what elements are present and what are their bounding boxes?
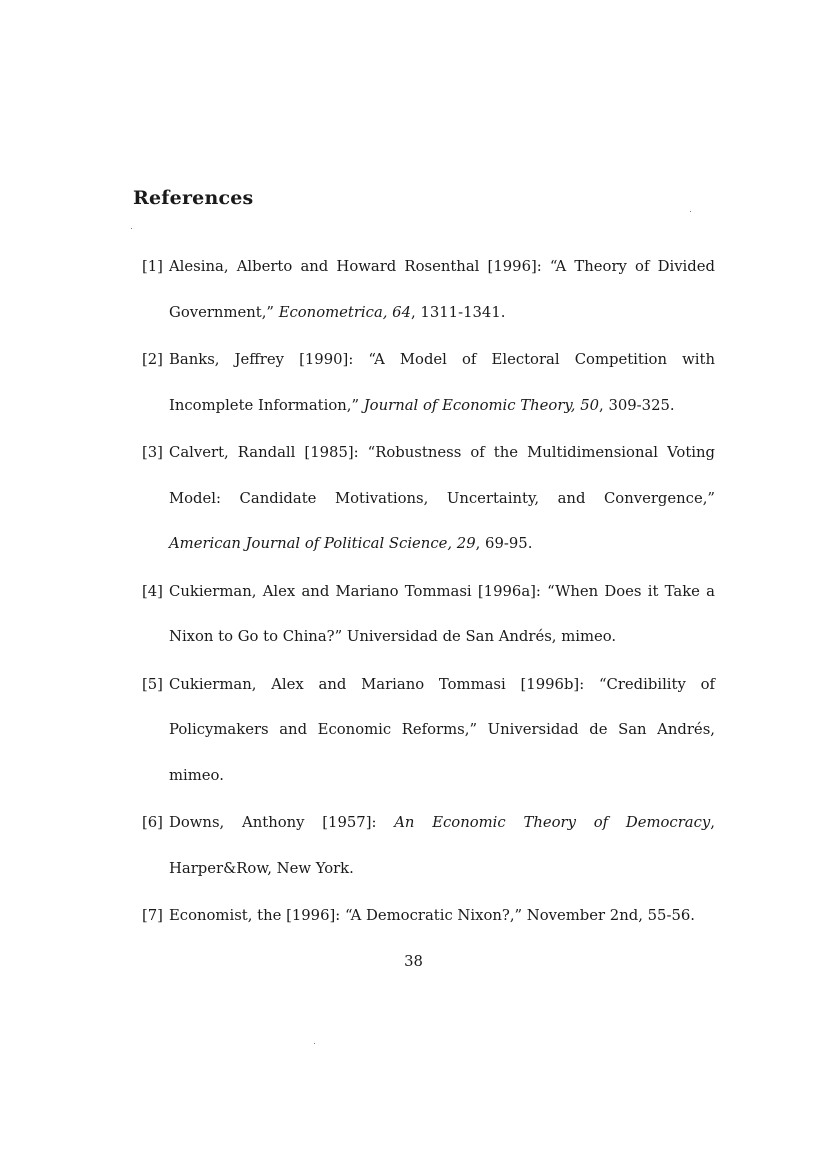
reference-text bbox=[169, 430, 715, 567]
reference-text bbox=[169, 337, 715, 428]
reference-text bbox=[169, 244, 715, 335]
reference-text bbox=[169, 800, 715, 891]
reference-text bbox=[169, 893, 715, 939]
scan-speck bbox=[314, 1043, 315, 1044]
reference-number: [2] bbox=[142, 351, 163, 368]
reference-journal: American Journal of Political Science, 29 bbox=[169, 535, 476, 552]
reference-item bbox=[143, 569, 715, 660]
reference-number: [1] bbox=[142, 258, 163, 275]
reference-text-main: Downs, Anthony [1957]: bbox=[169, 814, 395, 831]
reference-text-main: Cukierman, Alex and Mariano Tommasi [1996a]: “When Does it Take a Nixon to Go to China?” Universidad de San Andrés, mimeo. bbox=[169, 582, 715, 645]
reference-number: [3] bbox=[142, 444, 163, 461]
reference-text-tail: , 309-325. bbox=[599, 396, 675, 414]
reference-text-main: Banks, Jeffrey [1990]: “A Model of Electoral Competition with Incomplete Information,” bbox=[169, 351, 715, 414]
reference-number: [5] bbox=[142, 675, 163, 693]
scan-speck bbox=[690, 211, 691, 212]
reference-list bbox=[143, 244, 715, 939]
reference-text-main: Calvert, Randall [1985]: “Robustness of the Multidimensional Voting Model: Candidate Motivations, Uncertainty, and Convergence,” bbox=[169, 444, 715, 507]
references-heading: References bbox=[133, 187, 254, 209]
reference-item bbox=[143, 662, 715, 799]
reference-journal: Journal of Economic Theory, 50 bbox=[363, 396, 600, 414]
reference-item bbox=[143, 430, 715, 567]
reference-text-tail: , 1311-1341. bbox=[411, 303, 506, 321]
reference-text-tail: , 69-95. bbox=[475, 535, 533, 552]
reference-number: [6] bbox=[142, 814, 163, 831]
reference-number: [4] bbox=[142, 582, 163, 600]
reference-item bbox=[143, 800, 715, 891]
reference-book-title: An Economic Theory of Democracy bbox=[394, 814, 711, 831]
reference-text-main: Alesina, Alberto and Howard Rosenthal [1996]: “A Theory of Divided Government,” bbox=[169, 258, 715, 321]
scan-speck bbox=[131, 228, 132, 229]
reference-item bbox=[143, 337, 715, 428]
reference-journal: Econometrica, 64 bbox=[278, 303, 412, 321]
reference-text-main: Cukierman, Alex and Mariano Tommasi [1996b]: “Credibility of Policymakers and Economic Reforms,” Universidad de San Andrés, mimeo. bbox=[169, 675, 715, 784]
reference-text-tail: , Harper&Row, New York. bbox=[169, 814, 715, 877]
reference-item bbox=[143, 893, 715, 939]
reference-text bbox=[169, 662, 715, 799]
reference-item bbox=[143, 244, 715, 335]
page-number: 38 bbox=[404, 953, 423, 970]
reference-number: [7] bbox=[142, 907, 163, 924]
reference-text-main: Economist, the [1996]: “A Democratic Nixon?,” November 2nd, 55-56. bbox=[169, 907, 695, 924]
reference-text bbox=[169, 569, 715, 660]
